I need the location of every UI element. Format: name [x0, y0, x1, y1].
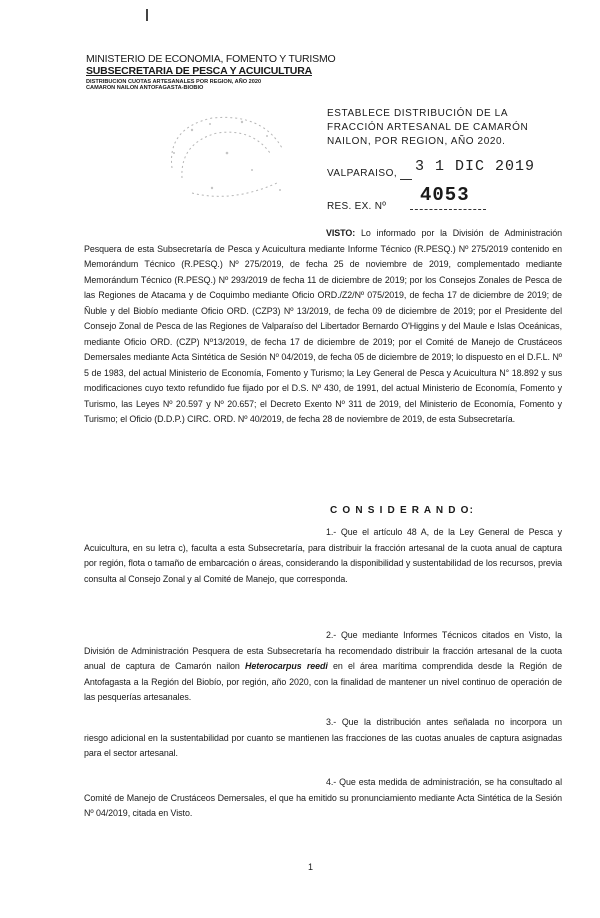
visto-text: Lo informado por la División de Administración Pesquera de esta Subsecretaría de Pesca y Acuicultura mediante Informe Técnico (R.PESQ.) Nº 275/2019 contenido en Memorándum Técnico (R.PESQ.) Nº 275/2019, de fecha 25 de noviembre de 2019, complementado mediante Memorándum Técnico (R.PESQ.) Nº 293/2019 de fecha 11 de diciembre de 2019; por los Consejos Zonales de Pesca de las Regiones de Atacama y de Coquimbo mediante Oficio ORD./Z2/Nº 075/2019, de fecha 17 de diciembre de 2019; de Ñuble y del Biobío mediante Oficio ORD. (CZP3) Nº 13/2019, de fecha 09 de diciembre de 2019; por el Presidente del Consejo Zonal de Pesca de las Regiones de Valparaíso del Libertador Bernardo O'Higgins y del Maule e Islas Oceánicas, mediante Oficio ORD. (CZP) Nº13/2019, de fecha 17 de diciembre de 2019; por el Comité de Manejo de Crustáceos Demersales mediante Acta Sintética de Sesión Nº 04/2019, de fecha 05 de diciembre de 2019; lo dispuesto en el D.F.L. Nº 5 de 1983, del actual Ministerio de Economía, Fomento y Turismo; la Ley General de Pesca y Acuicultura N° 18.892 y sus modificaciones cuyo texto refundido fue fijado por el D.S. Nº 430, de 1991, del actual Ministerio de Economía, Fomento y Turismo, las Leyes Nº 20.597 y Nº 20.657; el Decreto Exento Nº 311 de 2019, del Ministerio de Economía, Fomento y Turismo; el Oficio (D.D.P.) CIRC. ORD. Nº 40/2019, de fecha 28 de noviembre de 2019, de esta Subsecretaría.: [84, 228, 562, 424]
letterhead: [86, 54, 335, 91]
paragraph-text: 1.- Que el artículo 48 A, de la Ley General de Pesca y Acuicultura, en su letra c), faculta a esta Subsecretaría, para distribuir la fracción artesanal de la cuota anual de captura por región, flota o tamaño de embarcación o áreas, considerando la disponibilidad y sustentabilidad de los recursos, previa consulta al Consejo Zonal y al Comité de Manejo, que corresponda.: [84, 527, 562, 584]
resolution-number: 4053: [420, 184, 470, 206]
paragraph-text: 2.- Que mediante Informes Técnicos citados en Visto, la División de Administración Pesquera de esta Subsecretaría ha recomendado distribuir la fracción artesanal de la cuota anual de captura de Camarón nailon: [84, 630, 562, 671]
scan-mark: [146, 9, 154, 21]
considerando-heading: C O N S I D E R A N D O:: [330, 505, 475, 516]
considerando-1: [84, 525, 562, 587]
species-subtitle: CAMARON NAILON ANTOFAGASTA-BIOBIO: [86, 85, 204, 92]
visto-section: [84, 226, 562, 428]
resolution-summary: ESTABLECE DISTRIBUCIÓN DE LA FRACCIÓN ARTESANAL DE CAMARÓN NAILON, POR REGION, AÑO 2020.: [327, 108, 529, 147]
page-number: 1: [308, 862, 314, 872]
visto-label: VISTO:: [326, 228, 356, 238]
considerando-3: [84, 715, 562, 762]
paragraph-text: 4.- Que esta medida de administración, se ha consultado al Comité de Manejo de Crustáceos Demersales, el que ha emitido su pronunciamiento mediante Acta Sintética de la Sesión Nº 04/2019, citada en Visto.: [84, 777, 562, 818]
official-seal: [152, 108, 302, 203]
considerando-2: [84, 628, 562, 706]
paragraph-text: en el área marítima comprendida desde la Región de Antofagasta a la Región del Biobío, por región, año 2020, con la finalidad de mantener un nivel continuo de operación de las pesquerías artesanales.: [84, 661, 562, 702]
considerando-4: [84, 775, 562, 822]
paragraph-text: 3.- Que la distribución antes señalada no incorpora un riesgo adicional en la sustentabilidad por cuanto se mantienen las fracciones de las cuotas anuales de captura asignadas para el sector artesanal.: [84, 717, 562, 758]
place-label: VALPARAISO,: [327, 168, 398, 179]
ministry-name: MINISTERIO DE ECONOMIA, FOMENTO Y TURISMO: [86, 53, 336, 65]
species-name: Heterocarpus reedi: [245, 661, 328, 671]
date-dash: [400, 179, 412, 180]
subsecretaria-name: SUBSECRETARIA DE PESCA Y ACUICULTURA: [86, 64, 312, 77]
resolution-label: RES. EX. Nº: [327, 201, 387, 212]
resolution-number-line: [410, 209, 486, 210]
date-stamp: 3 1 DIC 2019: [415, 158, 536, 175]
distribution-subtitle: DISTRIBUCION CUOTAS ARTESANALES POR REGION, AÑO 2020: [86, 79, 262, 86]
